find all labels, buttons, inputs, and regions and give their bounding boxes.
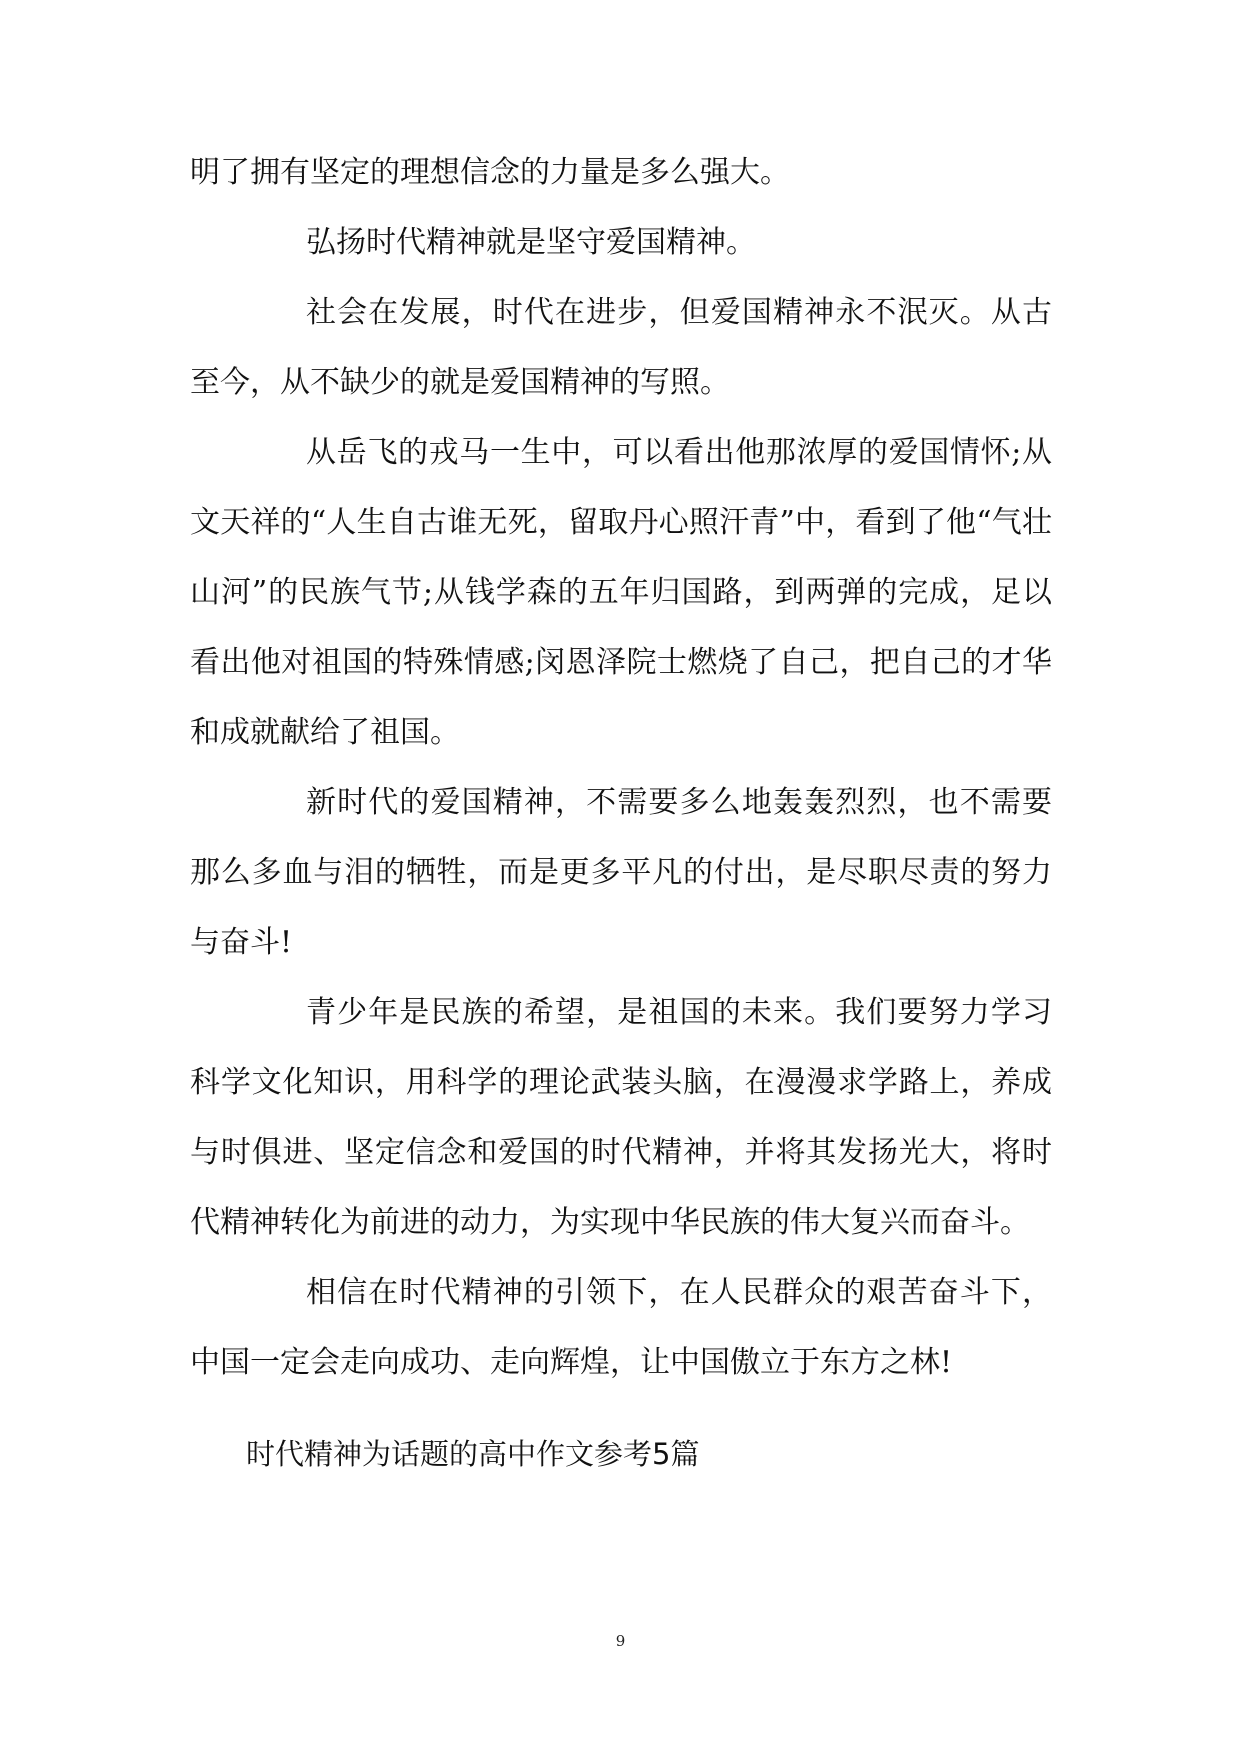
paragraph: 新时代的爱国精神，不需要多么地轰轰烈烈，也不需要那么多血与泪的牺牲，而是更多平凡的付出，是尽职尽责的努力与奋斗! [190,785,1052,960]
paragraph: 弘扬时代精神就是坚守爱国精神。 [306,225,756,260]
paragraph: 社会在发展，时代在进步，但爱国精神永不泯灭。从古至今，从不缺少的就是爱国精神的写照。 [190,295,1052,400]
paragraph: 从岳飞的戎马一生中，可以看出他那浓厚的爱国情怀;从文天祥的“人生自古谁无死，留取丹心照汗青”中，看到了他“气壮山河”的民族气节;从钱学森的五年归国路，到两弹的完成，足以看出他对祖国的特殊情感;闵恩泽院士燃烧了自己，把自己的才华和成就献给了祖国。 [190,435,1052,750]
closing-title: 时代精神为话题的高中作文参考5篇 [246,1437,700,1471]
paragraph: 青少年是民族的希望，是祖国的未来。我们要努力学习科学文化知识，用科学的理论武装头脑，在漫漫求学路上，养成与时俱进、坚定信念和爱国的时代精神，并将其发扬光大，将时代精神转化为前进的动力，为实现中华民族的伟大复兴而奋斗。 [190,995,1052,1240]
paragraph: 明了拥有坚定的理想信念的力量是多么强大。 [190,155,790,190]
body-text [190,138,1052,1398]
paragraph: 相信在时代精神的引领下，在人民群众的艰苦奋斗下，中国一定会走向成功、走向辉煌，让中国傲立于东方之林! [190,1275,1052,1380]
page-number: 9 [615,1632,626,1650]
